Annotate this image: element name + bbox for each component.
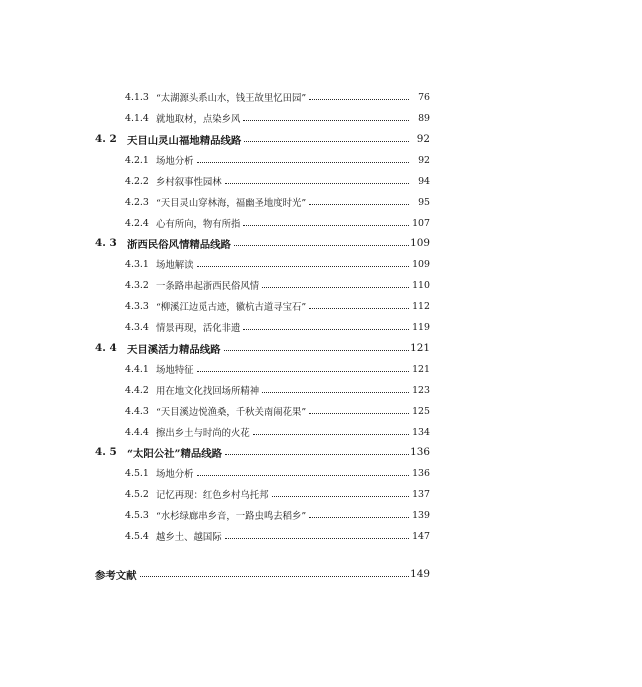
toc-section-title: 天目山灵山福地精品线路 — [127, 134, 242, 147]
dot-leader — [197, 265, 409, 267]
toc-entry-4-4-2[interactable] — [0, 382, 642, 398]
toc-entry-number: 4.5.4 — [125, 530, 149, 542]
toc-entry-4-3-3[interactable] — [0, 298, 642, 314]
toc-entry-title: “天目溪边悦渔桑，千秋关南闹花果” — [156, 407, 307, 418]
dot-leader — [197, 370, 409, 372]
toc-section-4-5[interactable] — [0, 444, 642, 460]
toc-section-page: 121 — [410, 342, 430, 354]
toc-entry-number: 4.3.4 — [125, 321, 149, 333]
dot-leader — [243, 119, 409, 121]
toc-entry-number: 4.1.4 — [125, 112, 149, 124]
dot-leader — [225, 182, 409, 184]
toc-entry-title: 乡村叙事性园林 — [156, 177, 222, 188]
toc-entry-page: 137 — [412, 488, 430, 500]
toc-entry-4-3-1[interactable] — [0, 256, 642, 272]
toc-section-4-3[interactable] — [0, 235, 642, 251]
toc-entry-page: 147 — [412, 530, 430, 542]
toc-entry-title: 就地取材，点染乡风 — [156, 114, 241, 125]
toc-entry-page: 107 — [412, 217, 430, 229]
dot-leader — [309, 307, 409, 309]
toc-entry-title: “天目灵山穿林海，福幽圣地度时光” — [156, 198, 307, 209]
toc-entry-number: 4.2.4 — [125, 217, 149, 229]
toc-entry-page: 109 — [412, 258, 430, 270]
toc-entry-title: 场地解读 — [156, 260, 194, 271]
toc-entry-page: 139 — [412, 509, 430, 521]
toc-entry-page: 95 — [418, 196, 430, 208]
toc-entry-4-3-2[interactable] — [0, 277, 642, 293]
toc-entry-4-2-4[interactable] — [0, 215, 642, 231]
toc-section-page: 109 — [410, 237, 430, 249]
toc-entry-title: 记忆再现：红色乡村乌托邦 — [156, 490, 269, 501]
toc-entry-page: 112 — [412, 300, 430, 312]
dot-leader — [225, 537, 409, 539]
toc-entry-title: 用在地文化找回场所精神 — [156, 386, 260, 397]
toc-entry-title: 场地分析 — [156, 469, 194, 480]
toc-entry-page: 119 — [412, 321, 430, 333]
toc-entry-title: 一条路串起浙西民俗风情 — [156, 281, 260, 292]
toc-entry-number: 4.2.1 — [125, 154, 149, 166]
dot-leader — [262, 391, 409, 393]
dot-leader — [272, 495, 409, 497]
toc-references-title: 参考文献 — [95, 569, 137, 582]
toc-entry-4-3-4[interactable] — [0, 319, 642, 335]
toc-entry-page: 94 — [418, 175, 430, 187]
toc-entry-title: “太湖源头系山水，钱王故里忆田园” — [156, 93, 307, 104]
toc-section-4-2[interactable] — [0, 131, 642, 147]
toc-entry-page: 92 — [418, 154, 430, 166]
toc-entry-page: 125 — [412, 405, 430, 417]
toc-section-title: 天目溪活力精品线路 — [127, 343, 221, 356]
toc-entry-number: 4.4.3 — [125, 405, 149, 417]
toc-entry-number: 4.4.2 — [125, 384, 149, 396]
dot-leader — [140, 575, 409, 577]
toc-entry-page: 134 — [412, 426, 430, 438]
dot-leader — [224, 349, 409, 351]
toc-entry-title: 场地特征 — [156, 365, 194, 376]
toc-entry-number: 4.3.1 — [125, 258, 149, 270]
toc-entry-title: 越乡土、越国际 — [156, 532, 222, 543]
toc-entry-number: 4.4.1 — [125, 363, 149, 375]
dot-leader — [243, 328, 409, 330]
dot-leader — [309, 203, 409, 205]
toc-section-4-4[interactable] — [0, 340, 642, 356]
toc-entry-4-2-3[interactable] — [0, 194, 642, 210]
dot-leader — [225, 453, 409, 455]
toc-entry-number: 4.1.3 — [125, 91, 149, 103]
toc-section-page: 92 — [416, 133, 430, 145]
dot-leader — [253, 433, 409, 435]
toc-entry-4-5-3[interactable] — [0, 507, 642, 523]
toc-references[interactable] — [0, 566, 642, 582]
toc-entry-page: 110 — [412, 279, 430, 291]
toc-entry-4-1-4[interactable] — [0, 110, 642, 126]
toc-entry-page: 123 — [412, 384, 430, 396]
toc-entry-number: 4.5.1 — [125, 467, 149, 479]
toc-entry-4-4-3[interactable] — [0, 403, 642, 419]
toc-section-number: 4. 3 — [95, 237, 117, 249]
toc-section-page: 136 — [410, 446, 430, 458]
toc-entry-page: 89 — [418, 112, 430, 124]
toc-entry-page: 76 — [418, 91, 430, 103]
toc-references-page: 149 — [410, 568, 430, 580]
toc-entry-4-5-1[interactable] — [0, 465, 642, 481]
dot-leader — [197, 474, 409, 476]
toc-entry-4-2-1[interactable] — [0, 152, 642, 168]
toc-entry-page: 121 — [412, 363, 430, 375]
toc-entry-number: 4.4.4 — [125, 426, 149, 438]
toc-entry-title: “水杉绿廊串乡音，一路虫鸣去稻乡” — [156, 511, 307, 522]
toc-section-title: 浙西民俗风情精品线路 — [127, 238, 231, 251]
toc-entry-4-1-3[interactable] — [0, 89, 642, 105]
toc-entry-4-2-2[interactable] — [0, 173, 642, 189]
toc-entry-title: “柳溪江边觅古迹，徽杭古道寻宝石” — [156, 302, 307, 313]
toc-section-number: 4. 2 — [95, 133, 117, 145]
toc-entry-number: 4.5.3 — [125, 509, 149, 521]
toc-entry-title: 情景再现，活化非遗 — [156, 323, 241, 334]
toc-section-number: 4. 5 — [95, 446, 117, 458]
dot-leader — [243, 224, 409, 226]
toc-entry-number: 4.5.2 — [125, 488, 149, 500]
toc-entry-number: 4.2.3 — [125, 196, 149, 208]
dot-leader — [309, 412, 409, 414]
toc-entry-number: 4.2.2 — [125, 175, 149, 187]
toc-entry-title: 擦出乡土与时尚的火花 — [156, 428, 250, 439]
toc-entry-page: 136 — [412, 467, 430, 479]
toc-entry-4-5-2[interactable] — [0, 486, 642, 502]
dot-leader — [197, 161, 409, 163]
toc-entry-4-4-1[interactable] — [0, 361, 642, 377]
dot-leader — [244, 140, 409, 142]
toc-section-number: 4. 4 — [95, 342, 117, 354]
dot-leader — [262, 286, 409, 288]
toc-entry-number: 4.3.3 — [125, 300, 149, 312]
toc-section-title: “太阳公社”精品线路 — [127, 447, 223, 460]
toc-entry-number: 4.3.2 — [125, 279, 149, 291]
toc-entry-title: 场地分析 — [156, 156, 194, 167]
dot-leader — [234, 244, 409, 246]
toc-entry-4-4-4[interactable] — [0, 424, 642, 440]
toc-entry-4-5-4[interactable] — [0, 528, 642, 544]
dot-leader — [309, 98, 409, 100]
toc-entry-title: 心有所向，物有所指 — [156, 219, 241, 230]
dot-leader — [309, 516, 409, 518]
